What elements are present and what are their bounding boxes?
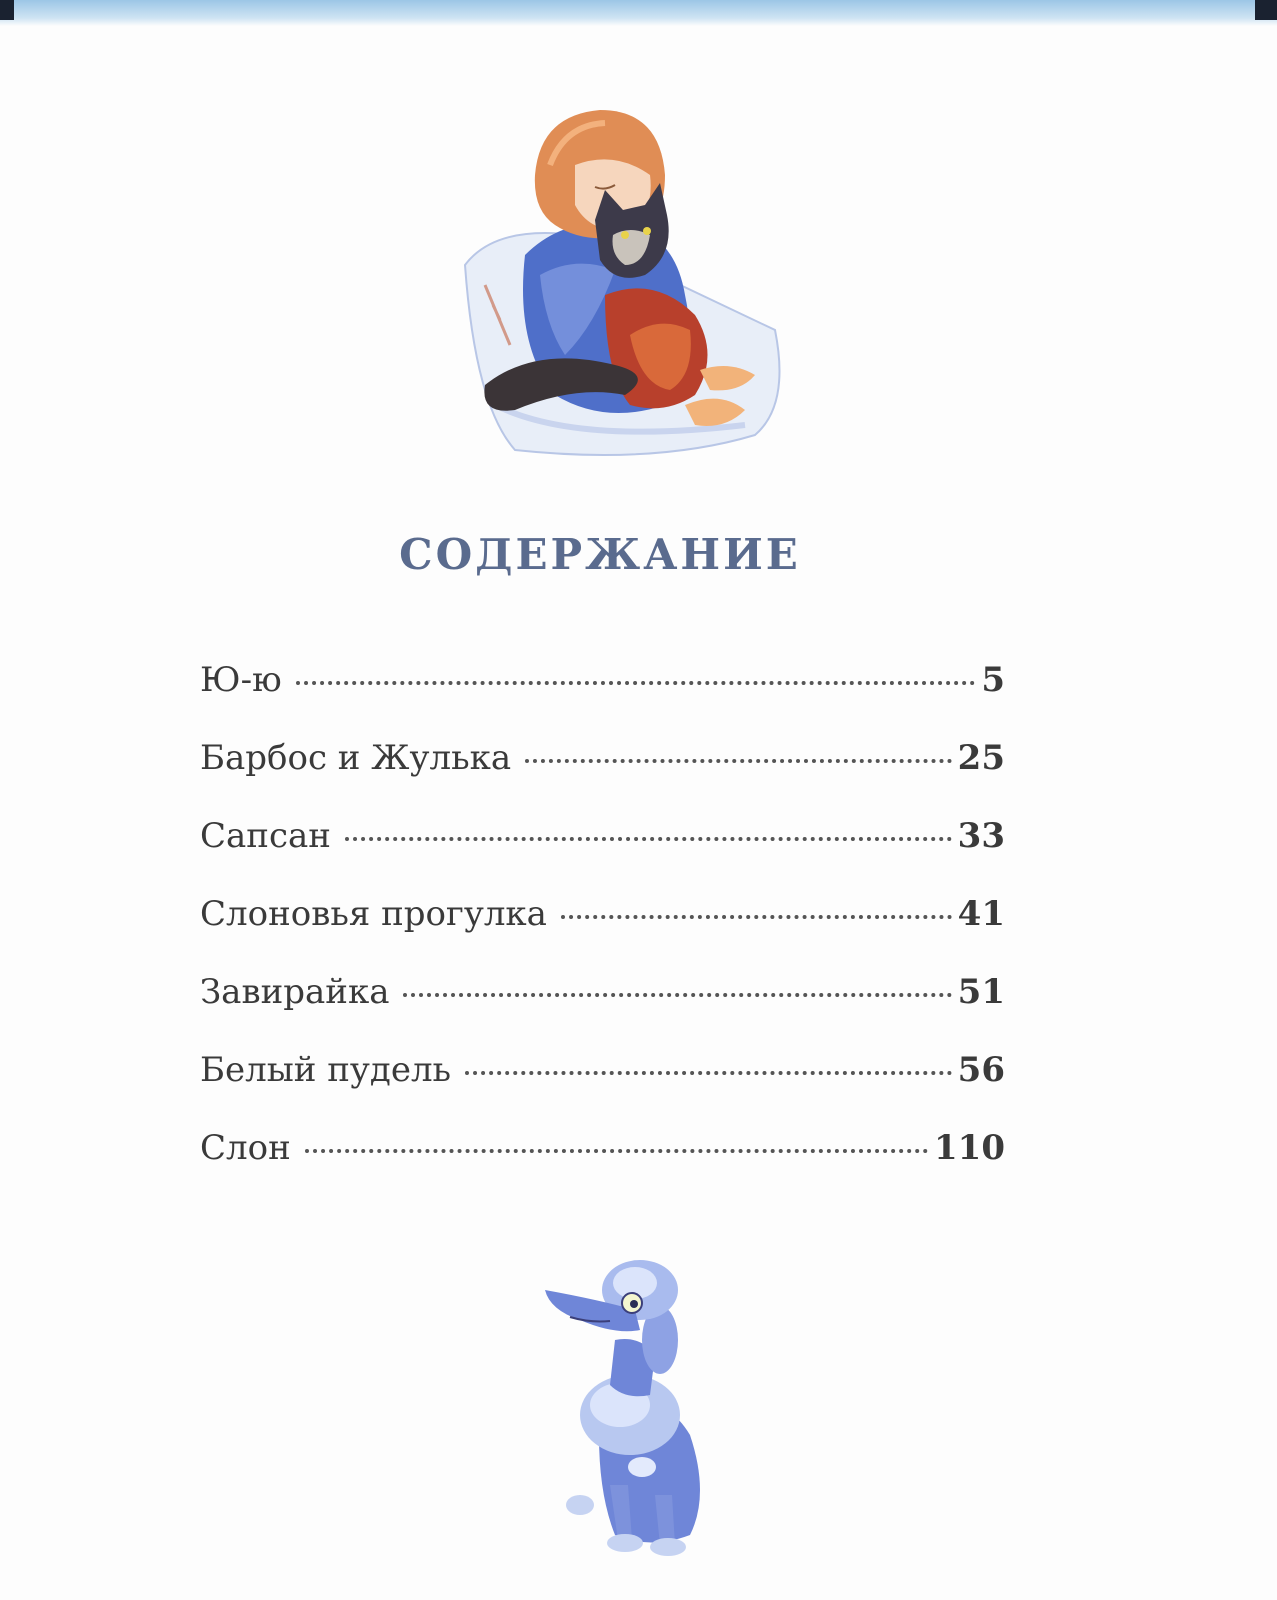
toc-dot-leader: [305, 1149, 928, 1153]
toc-entry[interactable]: [200, 1050, 1005, 1128]
toc-entry[interactable]: [200, 738, 1005, 816]
poodle-illustration: [540, 1255, 730, 1560]
toc-entry-title: Барбос и Жулька: [200, 738, 512, 778]
toc-entry-title: Слоновья прогулка: [200, 894, 547, 934]
toc-entry-title: Белый пудель: [200, 1050, 452, 1090]
top-right-corner-mark: [1255, 0, 1277, 20]
toc-entry-page: 25: [957, 738, 1005, 778]
toc-dot-leader: [296, 681, 976, 685]
top-edge-band: [0, 0, 1277, 26]
toc-entry-page: 51: [957, 972, 1005, 1012]
toc-entry[interactable]: [200, 816, 1005, 894]
toc-entry[interactable]: [200, 894, 1005, 972]
toc-entry-page: 5: [981, 660, 1005, 700]
toc-entry[interactable]: [200, 660, 1005, 738]
toc-entry-title: Ю-ю: [200, 660, 282, 700]
toc-dot-leader: [345, 837, 952, 841]
toc-entry[interactable]: [200, 972, 1005, 1050]
toc-entry[interactable]: [200, 1128, 1005, 1206]
toc-dot-leader: [403, 993, 951, 997]
toc-dot-leader: [561, 915, 952, 919]
girl-with-cat-illustration: [455, 105, 800, 485]
toc-entry-title: Сапсан: [200, 816, 331, 856]
top-left-corner-mark: [0, 0, 14, 20]
page-title: СОДЕРЖАНИЕ: [399, 530, 801, 579]
toc-entry-page: 110: [934, 1128, 1005, 1168]
toc-dot-leader: [525, 759, 952, 763]
toc-entry-page: 33: [957, 816, 1005, 856]
toc-entry-title: Слон: [200, 1128, 291, 1168]
table-of-contents: [200, 660, 1005, 1206]
toc-dot-leader: [465, 1071, 952, 1075]
toc-entry-title: Завирайка: [200, 972, 390, 1012]
toc-entry-page: 41: [957, 894, 1005, 934]
toc-entry-page: 56: [957, 1050, 1005, 1090]
